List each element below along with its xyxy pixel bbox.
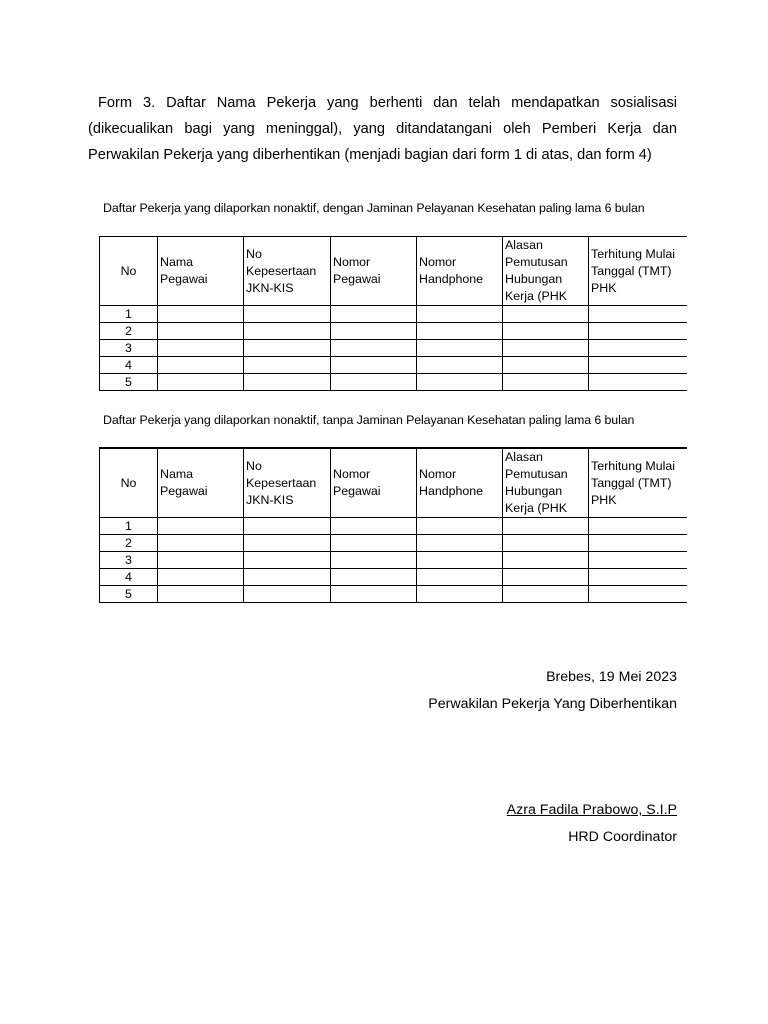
row-number: 1 [100,518,158,535]
table-without-coverage [99,447,687,603]
cell [244,535,331,552]
cell [331,552,417,569]
header-no: No [100,237,158,306]
header-alasan-phk: Alasan Pemutusan Hubungan Kerja (PHK [503,448,589,518]
cell [244,306,331,323]
cell [158,552,244,569]
cell [503,569,589,586]
row-number: 4 [100,357,158,374]
cell [158,586,244,603]
cell [331,518,417,535]
table-row [100,535,687,552]
header-no: No [100,448,158,518]
cell [331,340,417,357]
cell [503,586,589,603]
cell [417,518,503,535]
cell [589,340,687,357]
cell [158,535,244,552]
cell [244,552,331,569]
cell [244,518,331,535]
cell [158,357,244,374]
header-nama-pegawai: Nama Pegawai [158,448,244,518]
cell [158,323,244,340]
cell [589,357,687,374]
signature-name: Azra Fadila Prabowo, S.I.P [506,802,677,818]
table-row [100,357,687,374]
table-2-caption: Daftar Pekerja yang dilaporkan nonaktif, tanpa Jaminan Pelayanan Kesehatan paling lama 6 bulan [103,413,635,427]
cell [417,535,503,552]
cell [503,552,589,569]
table-header-row [100,237,687,306]
cell [589,569,687,586]
cell [503,518,589,535]
table-with-coverage [99,236,687,391]
cell [589,586,687,603]
table-1-caption: Daftar Pekerja yang dilaporkan nonaktif, dengan Jaminan Pelayanan Kesehatan paling lama 6 bulan [103,201,645,215]
cell [244,323,331,340]
cell [503,306,589,323]
cell [331,357,417,374]
cell [331,306,417,323]
intro-paragraph: Form 3. Daftar Nama Pekerja yang berhenti dan telah mendapatkan sosialisasi (dikecualikan bagi yang meninggal), yang ditandatangani oleh Pemberi Kerja dan Perwakilan Pekerja yang diberhentikan (menjadi bagian dari form 1 di atas, dan form 4) [88,95,677,163]
cell [417,340,503,357]
table-row [100,306,687,323]
cell [589,518,687,535]
cell [158,306,244,323]
row-number: 1 [100,306,158,323]
header-no-kepesertaan: No Kepesertaan JKN-KIS [244,237,331,306]
cell [331,535,417,552]
table-row [100,323,687,340]
signature-place-date: Brebes, 19 Mei 2023 [546,669,677,685]
cell [417,357,503,374]
cell [503,357,589,374]
cell [331,323,417,340]
cell [417,586,503,603]
table-row [100,340,687,357]
header-nama-pegawai: Nama Pegawai [158,237,244,306]
row-number: 5 [100,374,158,391]
cell [158,518,244,535]
cell [417,306,503,323]
header-no-kepesertaan: No Kepesertaan JKN-KIS [244,448,331,518]
cell [244,569,331,586]
table-row [100,374,687,391]
signature-role: Perwakilan Pekerja Yang Diberhentikan [428,696,677,712]
cell [244,340,331,357]
header-nomor-handphone: Nomor Handphone [417,448,503,518]
table-header-row [100,448,687,518]
cell [244,586,331,603]
cell [244,357,331,374]
cell [503,535,589,552]
row-number: 3 [100,552,158,569]
row-number: 5 [100,586,158,603]
signature-title: HRD Coordinator [568,829,677,845]
cell [158,569,244,586]
table-row [100,586,687,603]
row-number: 3 [100,340,158,357]
cell [331,586,417,603]
cell [503,374,589,391]
cell [503,340,589,357]
cell [503,323,589,340]
cell [417,552,503,569]
cell [417,569,503,586]
header-nomor-pegawai: Nomor Pegawai [331,237,417,306]
cell [417,374,503,391]
cell [158,340,244,357]
table-row [100,552,687,569]
cell [331,374,417,391]
header-nomor-pegawai: Nomor Pegawai [331,448,417,518]
row-number: 4 [100,569,158,586]
cell [589,535,687,552]
cell [331,569,417,586]
cell [244,374,331,391]
header-tmt-phk: Terhitung Mulai Tanggal (TMT) PHK [589,237,687,306]
cell [158,374,244,391]
row-number: 2 [100,323,158,340]
cell [589,323,687,340]
header-tmt-phk: Terhitung Mulai Tanggal (TMT) PHK [589,448,687,518]
cell [417,323,503,340]
cell [589,306,687,323]
table-row [100,518,687,535]
table-row [100,569,687,586]
header-nomor-handphone: Nomor Handphone [417,237,503,306]
cell [589,374,687,391]
header-alasan-phk: Alasan Pemutusan Hubungan Kerja (PHK [503,237,589,306]
row-number: 2 [100,535,158,552]
cell [589,552,687,569]
